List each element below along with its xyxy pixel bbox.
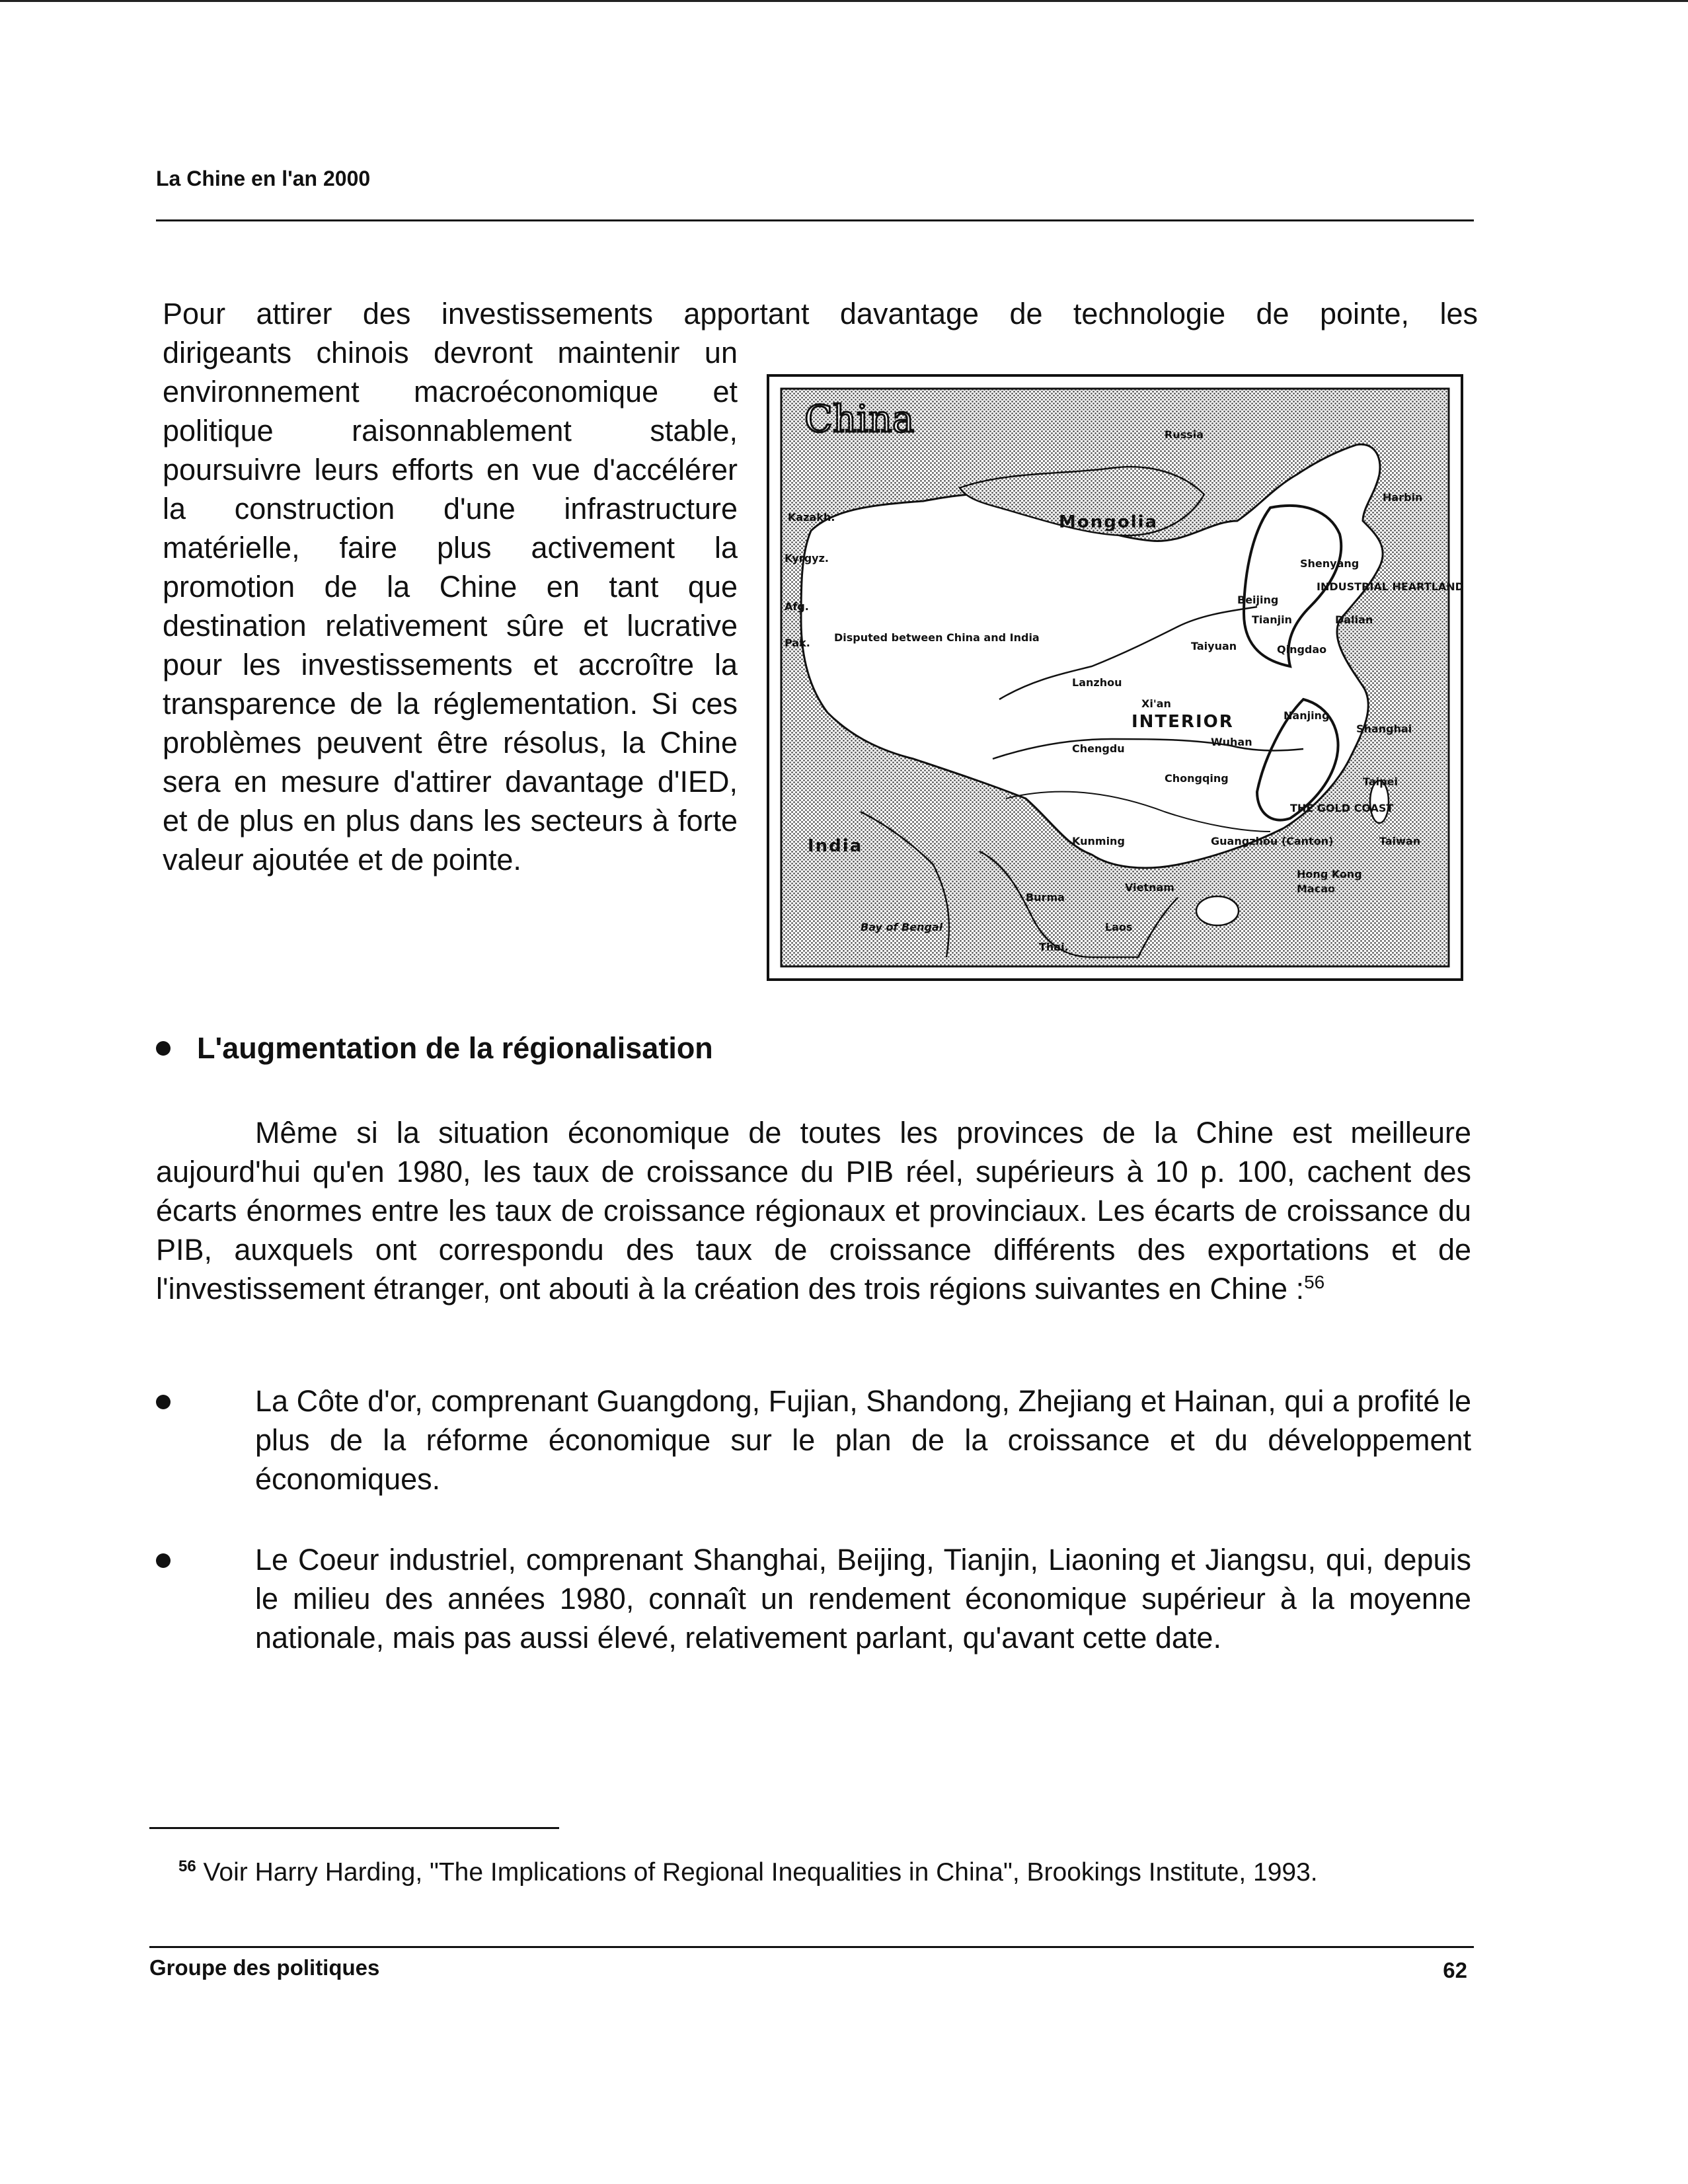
footnote bbox=[178, 1856, 1318, 1889]
footnote-reference[interactable]: 56 bbox=[1304, 1272, 1325, 1292]
label-nanjing: Nanjing bbox=[1284, 709, 1330, 722]
section-paragraph bbox=[156, 1113, 1471, 1308]
label-burma: Burma bbox=[1026, 891, 1065, 904]
scan-top-edge bbox=[0, 0, 1688, 2]
footnote-text: Voir Harry Harding, "The Implications of Regional Inequalities in China", Brookings Institute, 1993. bbox=[203, 1858, 1318, 1887]
label-bay-of-bengal: Bay of Bengal bbox=[861, 921, 943, 933]
bullet-text: La Côte d'or, comprenant Guangdong, Fujian, Shandong, Zhejiang et Hainan, qui a profité le plus de la réforme économique sur le plan de la croissance et du développement économiques. bbox=[255, 1384, 1471, 1496]
footer-publisher: Groupe des politiques bbox=[149, 1955, 380, 1980]
label-kunming: Kunming bbox=[1072, 835, 1125, 847]
page-number: 62 bbox=[1443, 1958, 1467, 1982]
footer-rule bbox=[149, 1946, 1474, 1948]
label-chongqing: Chongqing bbox=[1165, 772, 1229, 785]
footnote-separator bbox=[149, 1827, 559, 1829]
label-shenyang: Shenyang bbox=[1300, 557, 1360, 570]
label-taipei: Taipei bbox=[1363, 775, 1398, 788]
intro-paragraph: dirigeants chinois devront maintenir un environnement macroéconomique et politique raisonnablement stable, poursuivre leurs efforts en vue d'accélérer la construction d'une infrastructure matérielle, faire plus activement la promotion de la Chine en tant que destination relativement sûre et lucrative pour les investissements et accroître la transparence de la réglementation. Si ces problèmes peuvent être résolus, la Chine sera en mesure d'attirer davantage d'IED, et de plus en plus dans les secteurs à forte valeur ajoutée et de pointe. bbox=[163, 336, 738, 877]
label-vietnam: Vietnam bbox=[1125, 881, 1174, 894]
bullet-text: Le Coeur industriel, comprenant Shanghai, Beijing, Tianjin, Liaoning et Jiangsu, qui, depuis le milieu des années 1980, connaît un rendement économique supérieur à la moyenne nationale, mais pas aussi élevé, relativement parlant, qu'avant cette date. bbox=[255, 1543, 1471, 1655]
label-beijing: Beijing bbox=[1237, 594, 1279, 606]
label-tianjin: Tianjin bbox=[1252, 613, 1292, 626]
label-mongolia: Mongolia bbox=[1059, 512, 1159, 532]
label-harbin: Harbin bbox=[1383, 491, 1423, 504]
label-xian: Xi'an bbox=[1141, 697, 1171, 710]
bullet-dot bbox=[156, 1395, 171, 1409]
section-paragraph-text: Même si la situation économique de toutes les provinces de la Chine est meilleure aujourd'hui qu'en 1980, les taux de croissance du PIB réel, supérieurs à 10 p. 100, cachent des écarts énormes entre les taux de croissance régionaux et provinciaux. Les écarts de croissance du PIB, auxquels ont correspondu des taux de croissance différents des exportations et de l'investissement étranger, ont abouti à la création des trois régions suivantes en Chine : bbox=[156, 1116, 1471, 1306]
section-heading-text: L'augmentation de la régionalisation bbox=[197, 1031, 713, 1065]
label-disputed: Disputed between China and India bbox=[834, 631, 1040, 644]
label-russia: Russia bbox=[1165, 428, 1204, 441]
label-taiwan: Taiwan bbox=[1379, 835, 1421, 847]
header-rule bbox=[156, 219, 1474, 221]
label-macao: Macao bbox=[1297, 882, 1335, 895]
footnote-number: 56 bbox=[178, 1857, 196, 1875]
label-guangzhou: Guangzhou (Canton) bbox=[1211, 835, 1334, 847]
running-header: La Chine en l'an 2000 bbox=[156, 167, 371, 190]
label-kazakh: Kazakh. bbox=[788, 511, 835, 524]
label-wuhan: Wuhan bbox=[1211, 736, 1252, 748]
label-gold-coast: THE GOLD COAST bbox=[1290, 802, 1394, 814]
label-hong-kong: Hong Kong bbox=[1297, 868, 1362, 880]
label-pak: Pak. bbox=[785, 637, 810, 649]
map-title: China bbox=[804, 398, 915, 441]
label-afg: Afg. bbox=[785, 600, 809, 613]
label-india: India bbox=[808, 836, 863, 856]
china-map-figure bbox=[767, 374, 1463, 981]
bullet-dot bbox=[156, 1553, 171, 1568]
label-thai: Thai. bbox=[1039, 941, 1069, 953]
section-heading bbox=[156, 1031, 713, 1066]
label-laos: Laos bbox=[1105, 921, 1133, 933]
label-dalian: Dalian bbox=[1335, 613, 1373, 626]
heading-bullet bbox=[156, 1041, 171, 1056]
label-chengdu: Chengdu bbox=[1072, 742, 1125, 755]
label-industrial-heartland: INDUSTRIAL HEARTLAND bbox=[1317, 580, 1464, 593]
label-kyrgyz: Kyrgyz. bbox=[785, 552, 829, 565]
label-interior: INTERIOR bbox=[1132, 712, 1234, 732]
label-taiyuan: Taiyuan bbox=[1191, 640, 1237, 652]
label-shanghai: Shanghai bbox=[1356, 722, 1412, 735]
label-lanzhou: Lanzhou bbox=[1072, 676, 1122, 689]
intro-first-line: Pour attirer des investissements apportant davantage de technologie de pointe, les bbox=[163, 297, 1478, 331]
china-map bbox=[781, 389, 1464, 966]
label-qingdao: Qingdao bbox=[1277, 643, 1327, 656]
hainan-island bbox=[1196, 896, 1239, 925]
